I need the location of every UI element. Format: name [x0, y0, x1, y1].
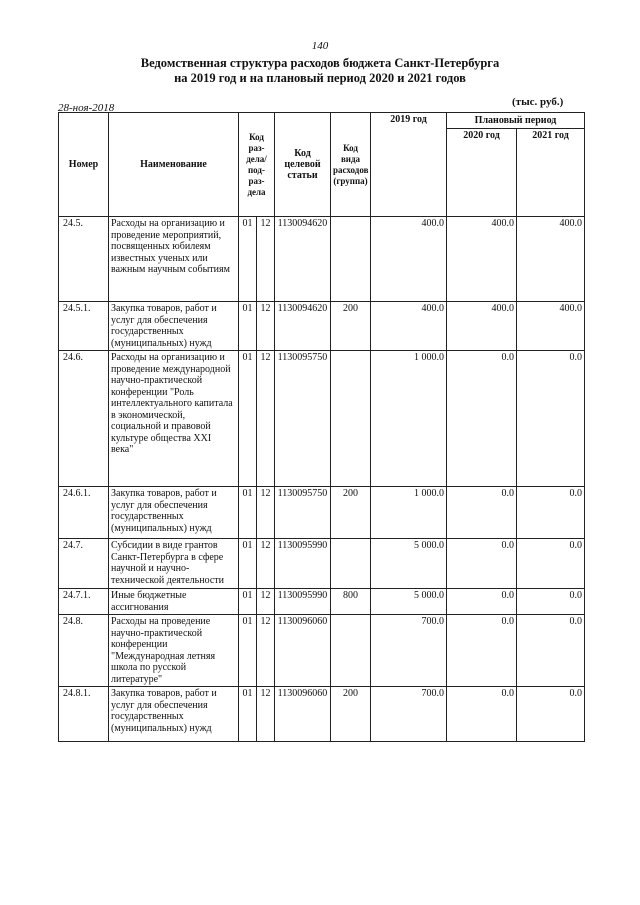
units-label: (тыс. руб.)	[512, 96, 564, 108]
row-expense-type: 200	[331, 487, 371, 539]
row-subsection: 12	[257, 487, 275, 539]
row-subsection: 12	[257, 302, 275, 351]
header-section: Код раз- дела/ под- раз- дела	[239, 113, 275, 217]
row-number: 24.6.	[59, 351, 109, 487]
row-value-2019: 700.0	[371, 615, 447, 687]
title-line-1: Ведомственная структура расходов бюджета Санкт-Петербурга	[140, 56, 500, 70]
document-title	[0, 56, 640, 86]
row-number: 24.8.1.	[59, 687, 109, 742]
row-value-2021: 0.0	[517, 539, 585, 589]
row-expense-type	[331, 351, 371, 487]
table-row	[59, 615, 585, 687]
row-value-2020: 0.0	[447, 487, 517, 539]
row-number: 24.5.1.	[59, 302, 109, 351]
row-value-2021: 400.0	[517, 302, 585, 351]
table-row	[59, 589, 585, 615]
row-section: 01	[239, 487, 257, 539]
header-2021: 2021 год	[517, 129, 585, 217]
row-value-2021: 0.0	[517, 615, 585, 687]
row-name: Расходы на организацию и проведение международной научно-практической конференции "Роль интеллектуального капитала в экономической, социальной и правовой культуре общества XXI века"	[109, 351, 239, 487]
row-value-2021: 0.0	[517, 351, 585, 487]
row-target: 1130095990	[275, 589, 331, 615]
row-value-2021: 0.0	[517, 487, 585, 539]
row-name: Расходы на организацию и проведение мероприятий, посвященных юбилеям известных ученых или важным научным событиям	[109, 217, 239, 302]
row-subsection: 12	[257, 217, 275, 302]
row-name: Субсидии в виде грантов Санкт-Петербурга в сфере научной и научно-технической деятельности	[109, 539, 239, 589]
table-row	[59, 217, 585, 302]
row-expense-type	[331, 615, 371, 687]
row-value-2019: 400.0	[371, 302, 447, 351]
document-date: 28-ноя-2018	[58, 102, 115, 114]
row-target: 1130096060	[275, 615, 331, 687]
row-name: Закупка товаров, работ и услуг для обеспечения государственных (муниципальных) нужд	[109, 687, 239, 742]
header-planned-period: Плановый период	[447, 113, 585, 129]
header-target: Код целевой статьи	[275, 113, 331, 217]
row-subsection: 12	[257, 351, 275, 487]
row-number: 24.7.	[59, 539, 109, 589]
row-expense-type	[331, 217, 371, 302]
row-subsection: 12	[257, 539, 275, 589]
row-value-2020: 0.0	[447, 351, 517, 487]
row-value-2020: 0.0	[447, 589, 517, 615]
row-value-2020: 400.0	[447, 302, 517, 351]
row-value-2020: 0.0	[447, 687, 517, 742]
row-section: 01	[239, 687, 257, 742]
header-2019: 2019 год	[371, 113, 447, 217]
row-target: 1130096060	[275, 687, 331, 742]
row-value-2020: 0.0	[447, 615, 517, 687]
row-expense-type: 200	[331, 302, 371, 351]
row-target: 1130094620	[275, 217, 331, 302]
row-target: 1130095990	[275, 539, 331, 589]
header-2020: 2020 год	[447, 129, 517, 217]
row-section: 01	[239, 589, 257, 615]
row-target: 1130095750	[275, 487, 331, 539]
row-number: 24.7.1.	[59, 589, 109, 615]
row-value-2020: 0.0	[447, 539, 517, 589]
row-expense-type: 800	[331, 589, 371, 615]
row-value-2019: 400.0	[371, 217, 447, 302]
row-name: Расходы на проведение научно-практической конференции "Международная летняя школа по русской литературе"	[109, 615, 239, 687]
row-number: 24.8.	[59, 615, 109, 687]
row-number: 24.6.1.	[59, 487, 109, 539]
row-section: 01	[239, 539, 257, 589]
row-expense-type	[331, 539, 371, 589]
row-value-2019: 700.0	[371, 687, 447, 742]
header-name: Наименование	[109, 113, 239, 217]
table-row	[59, 302, 585, 351]
row-value-2019: 5 000.0	[371, 539, 447, 589]
row-value-2021: 400.0	[517, 217, 585, 302]
table-row	[59, 539, 585, 589]
table-row	[59, 687, 585, 742]
row-value-2019: 1 000.0	[371, 487, 447, 539]
row-subsection: 12	[257, 687, 275, 742]
row-subsection: 12	[257, 615, 275, 687]
row-section: 01	[239, 351, 257, 487]
row-section: 01	[239, 217, 257, 302]
table-row	[59, 351, 585, 487]
row-value-2019: 5 000.0	[371, 589, 447, 615]
row-expense-type: 200	[331, 687, 371, 742]
row-section: 01	[239, 615, 257, 687]
row-name: Иные бюджетные ассигнования	[109, 589, 239, 615]
row-name: Закупка товаров, работ и услуг для обеспечения государственных (муниципальных) нужд	[109, 302, 239, 351]
row-value-2021: 0.0	[517, 589, 585, 615]
expenses-table	[58, 112, 585, 742]
header-number: Номер	[59, 113, 109, 217]
row-number: 24.5.	[59, 217, 109, 302]
row-target: 1130095750	[275, 351, 331, 487]
row-value-2019: 1 000.0	[371, 351, 447, 487]
row-subsection: 12	[257, 589, 275, 615]
title-line-2: на 2019 год и на плановый период 2020 и 2021 годов	[174, 71, 466, 85]
header-expense-type: Код вида расходов (группа)	[331, 113, 371, 217]
page-number: 140	[311, 40, 329, 52]
row-section: 01	[239, 302, 257, 351]
row-name: Закупка товаров, работ и услуг для обеспечения государственных (муниципальных) нужд	[109, 487, 239, 539]
row-value-2021: 0.0	[517, 687, 585, 742]
row-value-2020: 400.0	[447, 217, 517, 302]
table-row	[59, 487, 585, 539]
row-target: 1130094620	[275, 302, 331, 351]
